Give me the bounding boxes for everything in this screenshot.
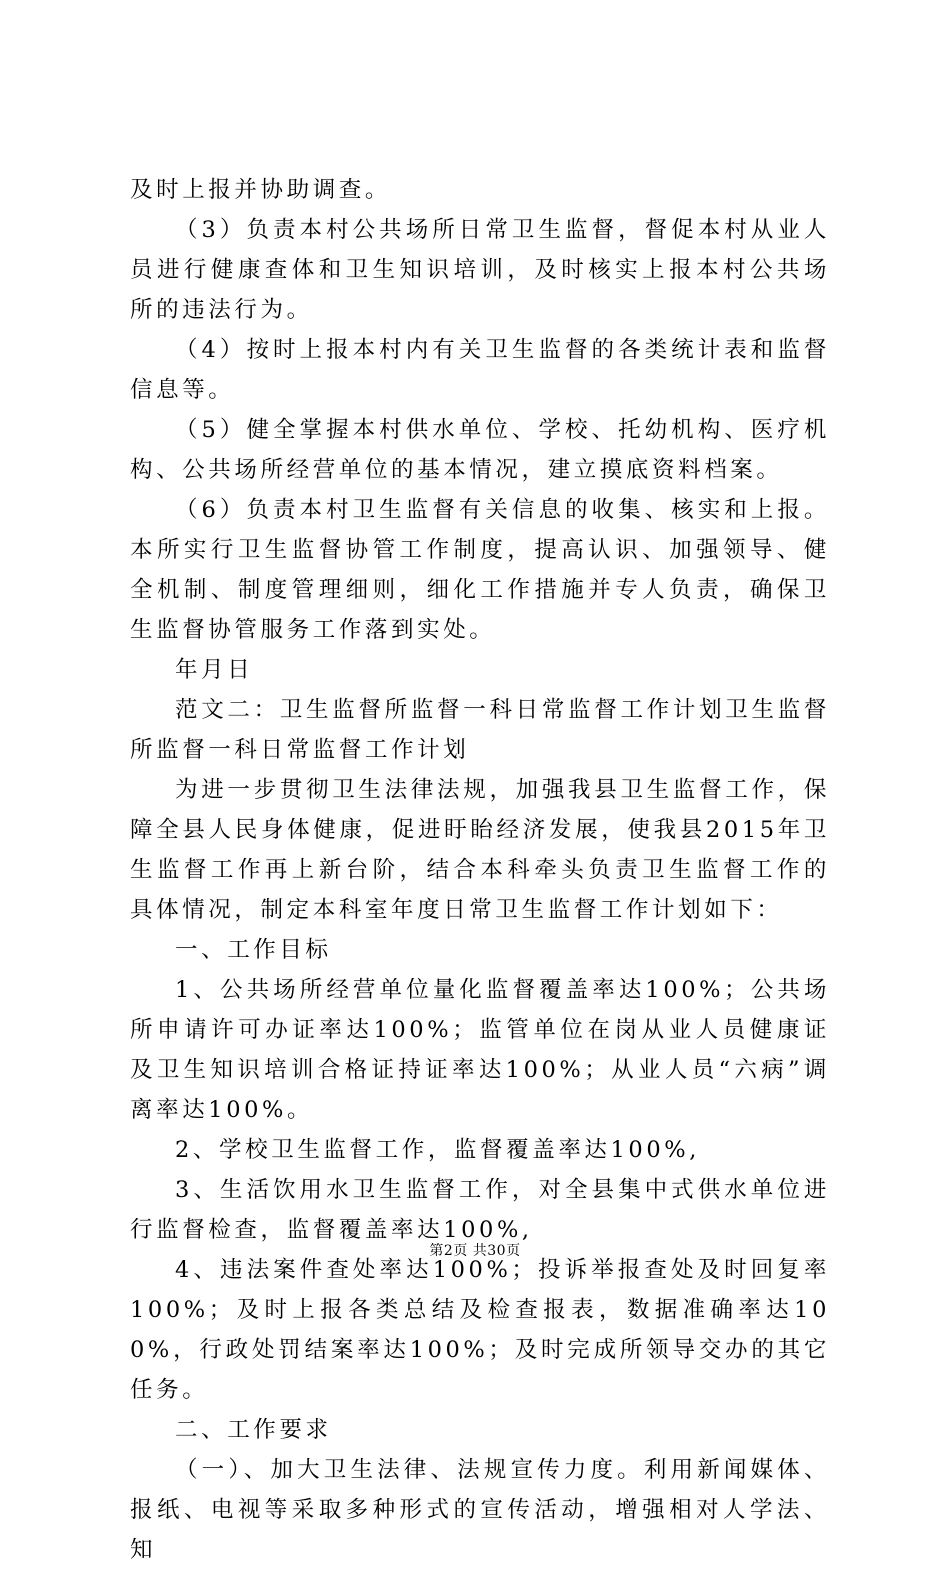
- heading-work-goals: 一、工作目标: [175, 937, 332, 963]
- paragraph-intro: 为进一步贯彻卫生法律法规，加强我县卫生监督工作，保障全县人民身体健康，促进盱眙经济发展，使我县2015年卫生监督工作再上新台阶，结合本科牵头负责卫生监督工作的具体情况，制定本科室年度日常卫生监督工作计划如下：: [130, 777, 830, 923]
- requirement-item-1: （一）、加大卫生法律、法规宣传力度。利用新闻媒体、报纸、电视等采取多种形式的宣传活动，增强相对人学法、知: [130, 1457, 830, 1563]
- paragraph-item-6: （6）负责本村卫生监督有关信息的收集、核实和上报。本所实行卫生监督协管工作制度，提高认识、加强领导、健全机制、制度管理细则，细化工作措施并专人负责，确保卫生监督协管服务工作落到实处。: [130, 497, 830, 643]
- date-line: 年月日: [175, 657, 254, 683]
- document-body: [130, 170, 830, 1570]
- paragraph-item-4: （4）按时上报本村内有关卫生监督的各类统计表和监督信息等。: [130, 337, 830, 403]
- paragraph-item-3: （3）负责本村公共场所日常卫生监督，督促本村从业人员进行健康查体和卫生知识培训，及时核实上报本村公共场所的违法行为。: [130, 217, 830, 323]
- goal-item-3: 3、生活饮用水卫生监督工作，对全县集中式供水单位进行监督检查，监督覆盖率达100%,: [130, 1177, 830, 1243]
- goal-item-4: 4、违法案件查处率达100%；投诉举报查处及时回复率100%；及时上报各类总结及检查报表，数据准确率达100%，行政处罚结案率达100%；及时完成所领导交办的其它任务。: [130, 1257, 830, 1403]
- page-number-footer: 第2页 共30页: [429, 1243, 521, 1259]
- paragraph-item-5: （5）健全掌握本村供水单位、学校、托幼机构、医疗机构、公共场所经营单位的基本情况，建立摸底资料档案。: [130, 417, 830, 483]
- goal-item-2: 2、学校卫生监督工作，监督覆盖率达100%,: [175, 1137, 700, 1163]
- heading-work-requirements: 二、工作要求: [175, 1417, 332, 1443]
- paragraph-continuation: 及时上报并协助调查。: [130, 177, 392, 203]
- goal-item-1: 1、公共场所经营单位量化监督覆盖率达100%；公共场所申请许可办证率达100%；监管单位在岗从业人员健康证及卫生知识培训合格证持证率达100%；从业人员“六病”调离率达100%。: [130, 977, 830, 1123]
- section-title-fanwen-2: 范文二：卫生监督所监督一科日常监督工作计划卫生监督所监督一科日常监督工作计划: [130, 697, 830, 763]
